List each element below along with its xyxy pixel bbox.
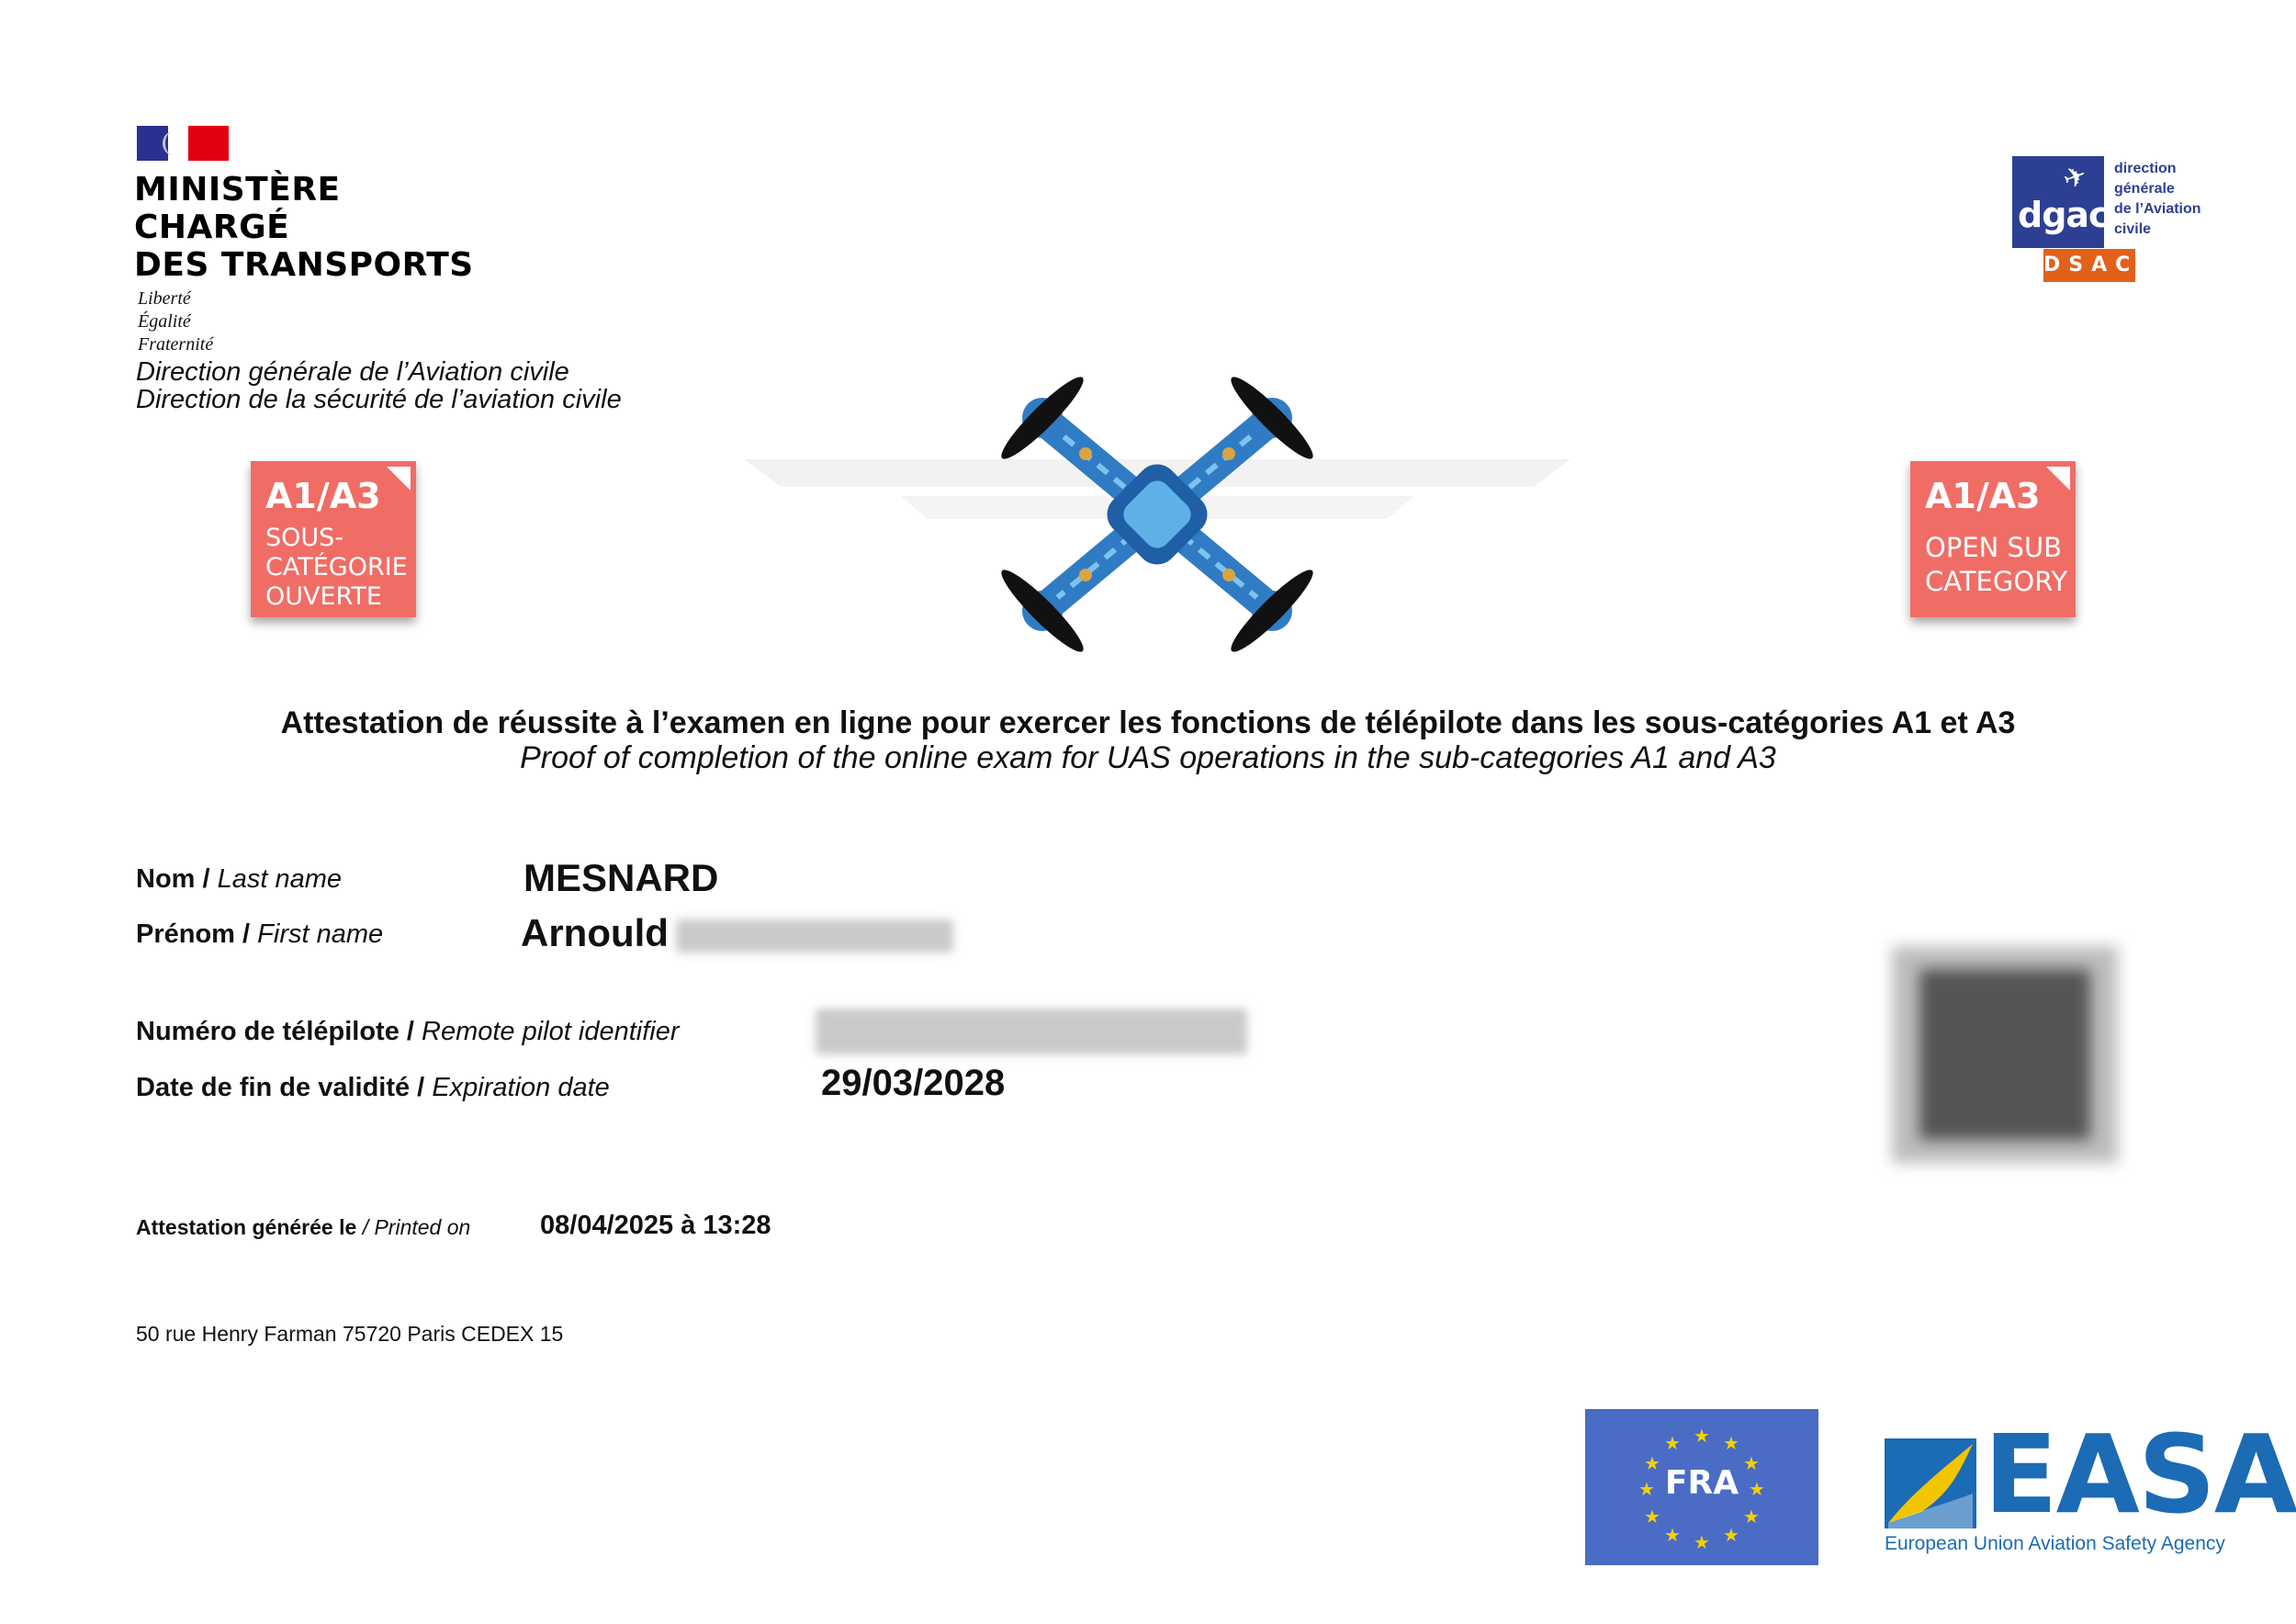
label-en: Last name <box>217 864 343 894</box>
printed-on-label <box>136 1215 470 1240</box>
easa-bird-icon <box>1885 1438 1976 1528</box>
label-en: First name <box>257 919 384 949</box>
label-en: / Printed on <box>362 1215 471 1239</box>
quadcopter-drone-icon <box>744 358 1570 661</box>
motto-line: Fraternité <box>138 334 214 355</box>
label-fr: Attestation générée le <box>136 1215 357 1239</box>
label-fr: Numéro de télépilote / <box>136 1017 414 1046</box>
badge-title: A1/A3 <box>1925 476 2041 516</box>
easa-subtitle: European Union Aviation Safety Agency <box>1885 1533 2225 1554</box>
eu-fra-logo: ★ ★ ★ ★ ★ ★ ★ ★ ★ ★ ★ ★ FRA <box>1585 1409 1818 1565</box>
dgac-wordmark: dgac <box>2018 195 2109 235</box>
dgac-side-text <box>2114 159 2201 240</box>
bird-icon: ✈ <box>2059 159 2092 197</box>
badge-line: OUVERTE <box>265 582 382 611</box>
fra-text: FRA <box>1664 1464 1739 1502</box>
pilot-id-label <box>136 1017 680 1047</box>
address: 50 rue Henry Farman 75720 Paris CEDEX 15 <box>136 1322 564 1346</box>
page-corner-icon <box>387 467 411 491</box>
document-title-fr: Attestation de réussite à l’examen en ligne pour exercer les fonctions de télépilote dans les sous-catégories A1 et A3 <box>280 705 2016 740</box>
directorate-block <box>136 358 622 413</box>
first-name-value: Arnould <box>521 911 669 954</box>
dsac-label: DSAC <box>2043 249 2135 282</box>
printed-on-value: 08/04/2025 à 13:28 <box>540 1211 771 1240</box>
label-fr: Date de fin de validité / <box>136 1073 425 1102</box>
a1-a3-badge-en <box>1910 461 2076 617</box>
label-fr: Nom / <box>136 864 210 894</box>
document-title-en: Proof of completion of the online exam for UAS operations in the sub-categories A1 and A3 <box>520 740 1776 775</box>
dgac-side-line: civile <box>2114 221 2152 237</box>
directorate-line-1: Direction générale de l’Aviation civile <box>136 357 569 387</box>
ministry-line: DES TRANSPORTS <box>134 246 474 284</box>
motto-line: Liberté <box>138 288 191 309</box>
dgac-side-line: générale <box>2114 181 2175 197</box>
badge-line: SOUS- <box>265 524 344 552</box>
redacted-pilot-id <box>816 1009 1247 1054</box>
qr-code-redacted <box>1892 946 2118 1163</box>
first-name-label <box>136 919 383 950</box>
badge-subtitle <box>1925 531 2067 599</box>
a1-a3-badge-fr <box>251 461 416 617</box>
easa-wordmark: EASA <box>1984 1411 2296 1538</box>
directorate-line-2: Direction de la sécurité de l’aviation civile <box>136 385 622 414</box>
badge-subtitle <box>265 524 408 612</box>
ministry-name <box>134 171 474 284</box>
french-flag-logo <box>137 126 229 161</box>
last-name-label <box>136 864 342 895</box>
label-fr: Prénom / <box>136 919 251 949</box>
expiry-value: 29/03/2028 <box>821 1063 1006 1103</box>
label-en: Remote pilot identifier <box>422 1017 680 1046</box>
ministry-line: MINISTÈRE <box>134 171 341 209</box>
dgac-side-line: de l’Aviation <box>2114 201 2201 217</box>
motto-line: Égalité <box>138 311 191 332</box>
dgac-side-line: direction <box>2114 161 2177 176</box>
page-corner-icon <box>2046 467 2070 491</box>
last-name-value: MESNARD <box>523 856 719 899</box>
redacted-blur <box>676 919 953 953</box>
badge-title: A1/A3 <box>265 476 381 516</box>
ministry-line: CHARGÉ <box>134 209 290 246</box>
republic-motto <box>138 288 213 356</box>
badge-line: CATÉGORIE <box>265 553 408 581</box>
badge-line: CATEGORY <box>1925 566 2068 597</box>
badge-line: OPEN SUB <box>1925 532 2063 563</box>
expiry-label <box>136 1073 610 1103</box>
dgac-logo <box>2012 156 2109 248</box>
label-en: Expiration date <box>432 1073 610 1102</box>
